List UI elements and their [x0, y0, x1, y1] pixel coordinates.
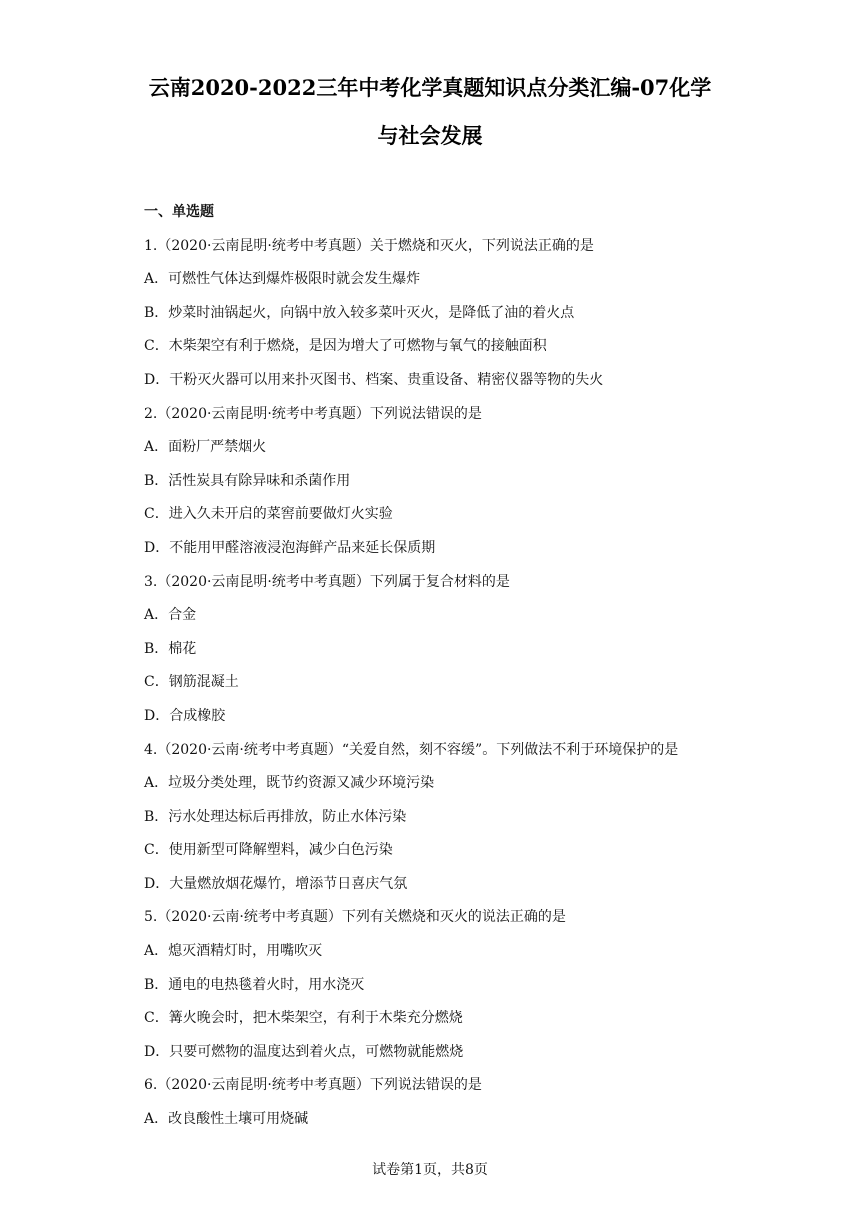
- question-3-option-c: C．钢筋混凝土: [144, 674, 239, 691]
- question-2-option-d: D．不能用甲醛溶液浸泡海鲜产品来延长保质期: [144, 539, 436, 556]
- question-4-option-c: C．使用新型可降解塑料，减少白色污染: [144, 842, 393, 859]
- question-5-option-d: D．只要可燃物的温度达到着火点，可燃物就能燃烧: [144, 1043, 464, 1060]
- question-3-option-b: B．棉花: [144, 640, 197, 657]
- question-5-option-b: B．通电的电热毯着火时，用水浇灭: [144, 976, 365, 993]
- question-1-option-c: C．木柴架空有利于燃烧，是因为增大了可燃物与氧气的接触面积: [144, 338, 547, 355]
- question-1-stem: 1.（2020·云南昆明·统考中考真题）关于燃烧和灭火，下列说法正确的是: [144, 237, 594, 254]
- question-1-option-d: D．干粉灭火器可以用来扑灭图书、档案、贵重设备、精密仪器等物的失火: [144, 371, 604, 388]
- question-2-option-b: B．活性炭具有除异味和杀菌作用: [144, 472, 351, 489]
- page-footer: 试卷第1页，共8页: [372, 1162, 488, 1178]
- question-4-stem: 4.（2020·云南·统考中考真题）“关爱自然，刻不容缓”。下列做法不利于环境保护的是: [144, 741, 679, 758]
- question-3-stem: 3.（2020·云南昆明·统考中考真题）下列属于复合材料的是: [144, 573, 510, 590]
- question-6-stem: 6.（2020·云南昆明·统考中考真题）下列说法错误的是: [144, 1077, 482, 1094]
- document-body: [144, 202, 744, 1143]
- question-5-option-c: C．篝火晚会时，把木柴架空，有利于木柴充分燃烧: [144, 1010, 463, 1027]
- question-4-option-b: B．污水处理达标后再排放，防止水体污染: [144, 808, 407, 825]
- question-3-option-d: D．合成橡胶: [144, 707, 226, 724]
- question-2-stem: 2.（2020·云南昆明·统考中考真题）下列说法错误的是: [144, 405, 482, 422]
- question-3-option-a: A．合金: [144, 607, 197, 624]
- question-5-stem: 5.（2020·云南·统考中考真题）下列有关燃烧和灭火的说法正确的是: [144, 909, 566, 926]
- question-4-option-a: A．垃圾分类处理，既节约资源又减少环境污染: [144, 775, 435, 792]
- question-2-option-a: A．面粉厂严禁烟火: [144, 439, 267, 456]
- question-1-option-b: B．炒菜时油锅起火，向锅中放入较多菜叶灭火，是降低了油的着火点: [144, 304, 575, 321]
- question-5-option-a: A．熄灭酒精灯时，用嘴吹灭: [144, 943, 323, 960]
- question-4-option-d: D．大量燃放烟花爆竹，增添节日喜庆气氛: [144, 875, 408, 892]
- document-title-line-1: 云南2020-2022三年中考化学真题知识点分类汇编-07化学: [148, 75, 712, 100]
- question-2-option-c: C．进入久未开启的菜窖前要做灯火实验: [144, 506, 393, 523]
- section-heading: 一、单选题: [144, 204, 214, 220]
- document-title-line-2: 与社会发展: [377, 123, 483, 148]
- question-1-option-a: A．可燃性气体达到爆炸极限时就会发生爆炸: [144, 271, 421, 288]
- question-6-option-a: A．改良酸性土壤可用烧碱: [144, 1111, 309, 1128]
